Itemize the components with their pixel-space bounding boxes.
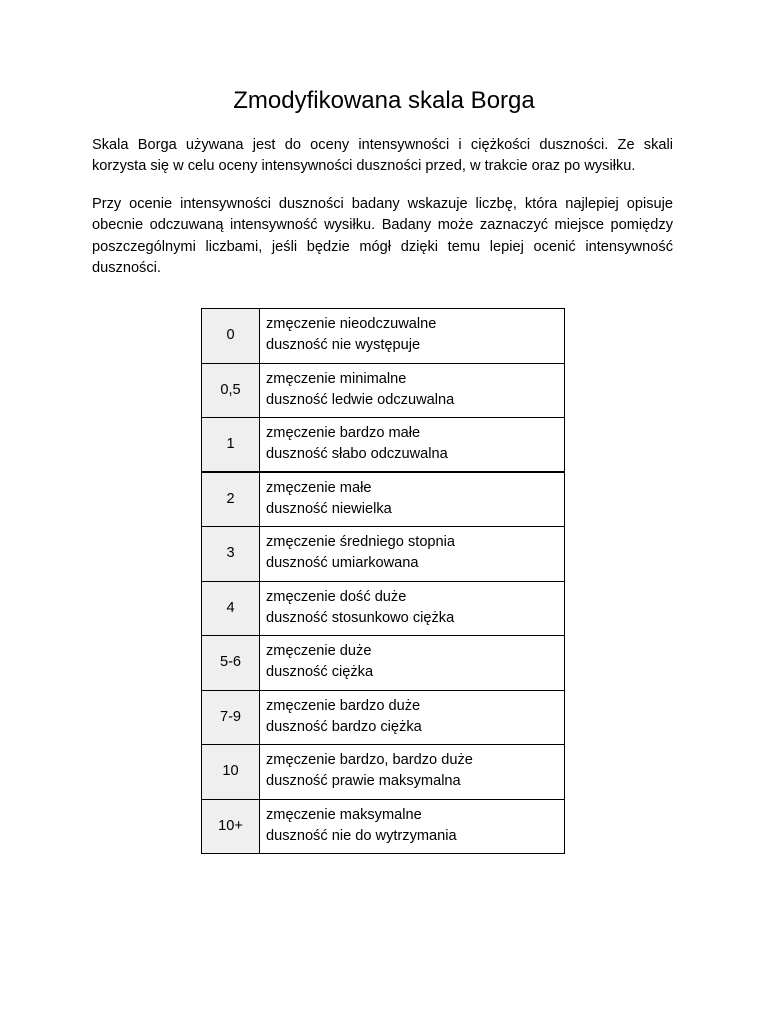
dyspnea-text: duszność ledwie odczuwalna [266,391,455,408]
fatigue-text: zmęczenie dość duże [266,588,407,605]
table-row [202,690,565,745]
table-row [202,363,565,418]
instruction-paragraph: Przy ocenie intensywności duszności badany wskazuje liczbę, która najlepiej opisuje obecnie odczuwaną intensywność wysiłku. Badany może zaznaczyć miejsce pomiędzy poszczególnymi liczbami, jeśli będzie mógł dzięki temu lepiej ocenić intensywność duszności. [92,196,673,276]
table-row [202,636,565,691]
scale-description [260,690,565,745]
table-row [202,799,565,854]
fatigue-text: zmęczenie małe [266,480,372,496]
table-row [202,418,565,473]
dyspnea-text: duszność umiarkowana [266,555,419,571]
page-title: Zmodyfikowana skala Borga [233,87,535,114]
dyspnea-text: duszność prawie maksymalna [266,773,461,789]
dyspnea-text: duszność nie do wytrzymania [266,827,457,844]
scale-value: 2 [202,472,260,527]
intro-paragraph: Skala Borga używana jest do oceny intensywności i ciężkości duszności. Ze skali korzysta się w celu oceny intensywności duszności przed, w trakcie oraz po wysiłku. [92,137,673,175]
scale-value: 3 [202,527,260,582]
fatigue-text: zmęczenie maksymalne [266,806,422,823]
scale-description [260,363,565,418]
table-row [202,745,565,800]
dyspnea-text: duszność bardzo ciężka [266,718,422,735]
scale-value: 1 [202,418,260,473]
scale-description [260,799,565,854]
table-row [202,581,565,636]
scale-value: 4 [202,581,260,636]
scale-value: 7-9 [202,690,260,745]
scale-value: 0 [202,309,260,364]
dyspnea-text: duszność ciężka [266,664,374,680]
scale-description [260,472,565,527]
fatigue-text: zmęczenie nieodczuwalne [266,316,437,332]
fatigue-text: zmęczenie średniego stopnia [266,534,456,550]
fatigue-text: zmęczenie bardzo małe [266,425,421,441]
dyspnea-text: duszność nie występuje [266,337,421,353]
scale-description [260,581,565,636]
dyspnea-text: duszność słabo odczuwalna [266,446,448,462]
scale-value: 5-6 [202,636,260,691]
dyspnea-text: duszność stosunkowo ciężka [266,609,455,626]
table-row [202,472,565,527]
scale-description [260,745,565,800]
borg-scale-table [201,308,565,854]
fatigue-text: zmęczenie duże [266,643,372,659]
scale-value: 0,5 [202,363,260,418]
scale-value: 10+ [202,799,260,854]
scale-description [260,418,565,473]
fatigue-text: zmęczenie minimalne [266,370,407,387]
table-row [202,527,565,582]
scale-description [260,527,565,582]
scale-description [260,309,565,364]
fatigue-text: zmęczenie bardzo duże [266,697,421,714]
scale-value: 10 [202,745,260,800]
fatigue-text: zmęczenie bardzo, bardzo duże [266,752,473,768]
dyspnea-text: duszność niewielka [266,501,392,517]
table-row [202,309,565,364]
scale-description [260,636,565,691]
